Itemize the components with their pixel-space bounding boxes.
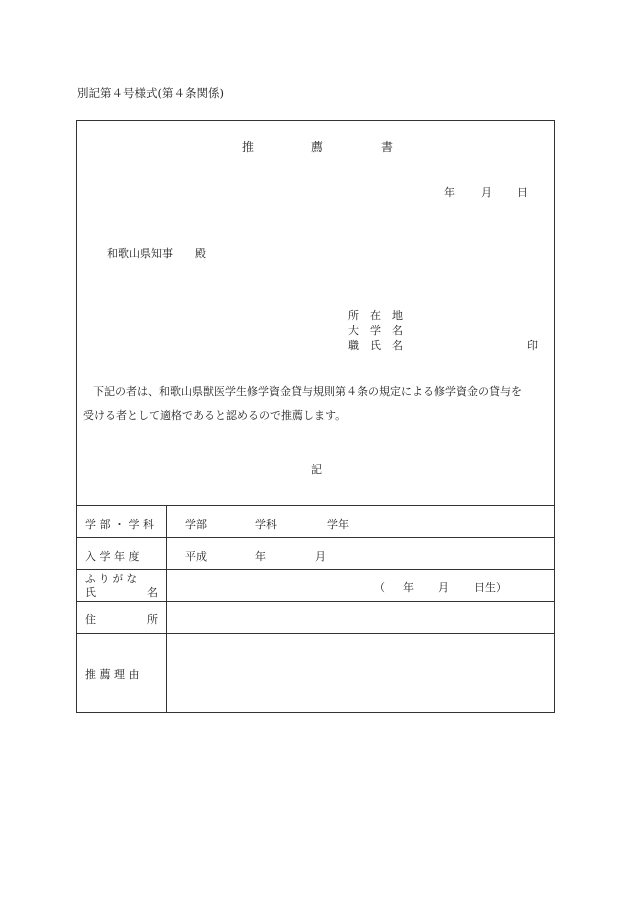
value-department: 学科 <box>255 518 277 531</box>
table-row-divider <box>77 633 554 634</box>
value-year: 年 <box>255 550 266 563</box>
title-char-1: 推 <box>242 140 255 154</box>
value-grade: 学年 <box>327 518 349 531</box>
label-name-right: 名 <box>147 586 158 599</box>
title-char-2: 薦 <box>311 140 324 154</box>
table-row-divider <box>77 537 554 538</box>
value-era: 平成 <box>185 550 207 563</box>
label-address-left: 住 <box>85 613 96 626</box>
date-month: 月 <box>481 186 492 199</box>
table-row-divider <box>77 569 554 570</box>
label-furigana: ふ り が な <box>85 573 138 585</box>
recommender-name-label: 職 氏 名 <box>348 339 403 352</box>
label-admission-year: 入 学 年 度 <box>85 550 140 563</box>
birthdate-year: 年 <box>403 581 414 594</box>
body-text-line-1: 下記の者は、和歌山県獣医学生修学資金貸与規則第４条の規定による修学資金の貸与を <box>93 385 522 398</box>
addressee: 和歌山県知事 殿 <box>107 247 206 260</box>
label-address-right: 所 <box>147 613 158 626</box>
table-top-border <box>77 505 554 506</box>
birthdate-day: 日生） <box>474 581 507 594</box>
label-recommendation-reason: 推 薦 理 由 <box>85 668 140 681</box>
date-year: 年 <box>444 186 455 199</box>
date-day: 日 <box>517 186 528 199</box>
table-column-divider <box>166 505 167 712</box>
table-row-divider <box>77 601 554 602</box>
birthdate-open-paren: （ <box>374 581 385 594</box>
body-text-line-2: 受ける者として適格であると認めるので推薦します。 <box>83 409 347 422</box>
form-caption: 別記第４号様式(第４条関係) <box>77 86 224 100</box>
ki-heading: 記 <box>311 463 322 476</box>
birthdate-month: 月 <box>438 581 449 594</box>
recommender-university-label: 大 学 名 <box>348 324 403 337</box>
recommendation-form <box>76 120 555 713</box>
value-month: 月 <box>315 550 326 563</box>
seal-mark: 印 <box>527 339 538 352</box>
value-faculty: 学部 <box>185 518 207 531</box>
title-char-3: 書 <box>381 140 394 154</box>
label-name-left: 氏 <box>85 586 96 599</box>
recommender-address-label: 所 在 地 <box>348 309 403 322</box>
label-faculty-department: 学 部 ・ 学 科 <box>85 518 154 531</box>
